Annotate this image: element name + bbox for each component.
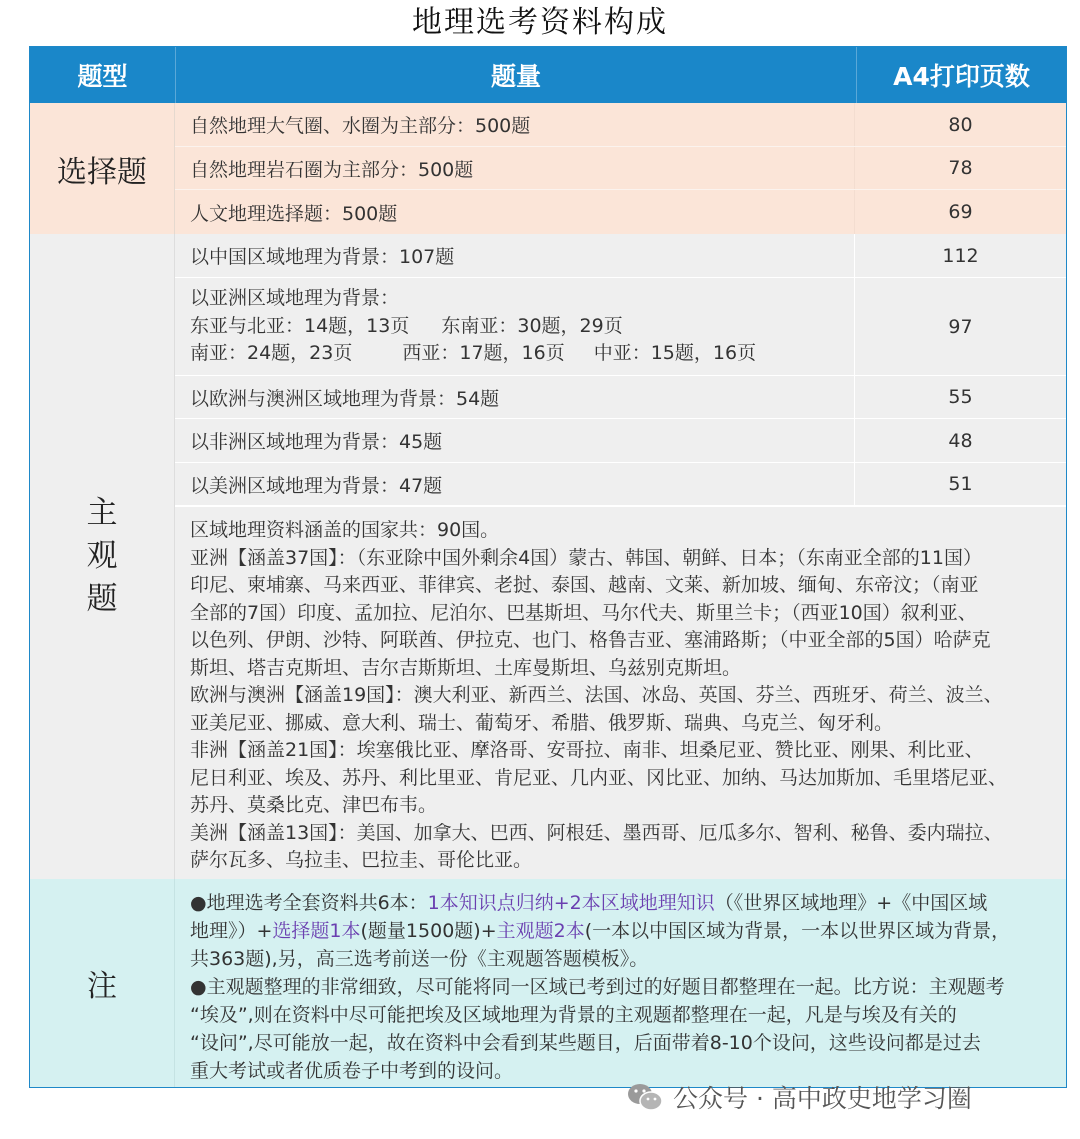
coverage-line: 亚美尼亚、挪威、意大利、瑞士、葡萄牙、希腊、俄罗斯、瑞典、乌克兰、匈牙利。 (190, 711, 894, 734)
note-label: 注 (30, 879, 175, 1087)
note-line (190, 973, 1010, 1001)
coverage-line: 苏丹、莫桑比克、津巴布韦。 (190, 794, 438, 816)
row-pages: 48 (948, 429, 973, 452)
coverage-line: 尼日利亚、埃及、苏丹、利比里亚、肯尼亚、几内亚、冈比亚、加纳、马达加斯加、毛里塔尼亚、 (190, 766, 1008, 789)
coverage-line: 美洲【涵盖13国】：美国、加拿大、巴西、阿根廷、墨西哥、厄瓜多尔、智利、秘鲁、委内瑞拉、 (190, 821, 1003, 844)
asia-heading: 以亚洲区域地理为背景： (190, 287, 400, 310)
note-segment: ●地理选考全套资料共6本： (190, 892, 428, 914)
row-pages: 112 (942, 244, 979, 267)
watermark (625, 1080, 972, 1114)
asia-central: 中亚：15题，16页 (593, 342, 757, 365)
note-segment: ●主观题整理的非常细致，尽可能将同一区域已考到过的好题目都整理在一起。比方说：主观题考 (190, 976, 1005, 998)
subjective-section (30, 234, 1066, 879)
row-quantity: 以欧洲与澳洲区域地理为背景：54题 (175, 376, 855, 418)
table-row (175, 190, 1066, 234)
row-pages: 51 (948, 473, 973, 495)
row-pages: 69 (948, 201, 973, 223)
note-line (190, 1029, 1010, 1057)
row-pages: 55 (948, 386, 973, 408)
asia-southeast: 东南亚：30题，29页 (441, 314, 623, 337)
choice-section (30, 103, 1066, 234)
coverage-line: 区域地理资料涵盖的国家共：90国。 (190, 519, 500, 541)
note-segment: （《世界区域地理》+《中国区域 (714, 892, 988, 914)
table-row (175, 376, 1066, 419)
table-row (175, 419, 1066, 463)
note-line (190, 945, 1010, 973)
row-quantity: 以非洲区域地理为背景：45题 (175, 419, 855, 462)
page-title: 地理选考资料构成 (412, 5, 668, 40)
row-pages: 97 (948, 315, 973, 338)
watermark-text: 公众号 · 高中政史地学习圈 (673, 1084, 972, 1113)
table-row (175, 103, 1066, 147)
materials-table (29, 46, 1067, 1088)
note-segment: (一本以中国区域为背景，一本以世界区域为背景， (584, 920, 1011, 942)
asia-east-north: 东亚与北亚：14题，13页 (190, 314, 410, 337)
table-row (175, 234, 1066, 278)
subjective-label-char: 主 (86, 495, 118, 531)
row-quantity: 自然地理大气圈、水圈为主部分：500题 (175, 103, 855, 146)
table-row (175, 278, 1066, 376)
row-quantity: 人文地理选择题：500题 (175, 190, 855, 234)
note-segment: (题量1500题)+ (360, 920, 497, 942)
note-text (175, 879, 1025, 1087)
header-pages: A4打印页数 (893, 62, 1030, 91)
note-highlight: 1本知识点归纳+2本区域地理知识 (427, 892, 715, 914)
coverage-line: 以色列、伊朗、沙特、阿联酋、伊拉克、也门、格鲁吉亚、塞浦路斯；（中亚全部的5国）哈萨克 (190, 629, 991, 651)
coverage-line: 全部的7国）印度、孟加拉、尼泊尔、巴基斯坦、马尔代夫、斯里兰卡；（西亚10国）叙利亚、 (190, 601, 977, 624)
note-highlight: 选择题1本 (272, 920, 361, 942)
wechat-icon (625, 1080, 665, 1114)
note-segment: 重大考试或者优质卷子中考到的设问。 (190, 1060, 514, 1082)
header-type: 题型 (30, 47, 176, 103)
row-pages: 78 (948, 157, 973, 179)
note-highlight: 主观题2本 (496, 920, 585, 942)
note-line (190, 917, 1010, 945)
asia-south: 南亚：24题，23页 (190, 342, 353, 365)
coverage-line: 斯坦、塔吉克斯坦、吉尔吉斯斯坦、土库曼斯坦、乌兹别克斯坦。 (190, 656, 742, 679)
coverage-line: 萨尔瓦多、乌拉圭、巴拉圭、哥伦比亚。 (190, 849, 533, 871)
coverage-line: 欧洲与澳洲【涵盖19国】：澳大利亚、新西兰、法国、冰岛、英国、芬兰、西班牙、荷兰、波兰、 (190, 684, 1003, 706)
row-pages: 80 (948, 113, 973, 136)
note-segment: “设问”,尽可能放一起，故在资料中会看到某些题目，后面带着8-10个设问，这些设问都是过去 (190, 1032, 981, 1054)
note-segment: 共363题),另，高三选考前送一份《主观题答题模板》。 (190, 948, 649, 970)
note-section (30, 879, 1066, 1087)
coverage-line: 印尼、柬埔寨、马来西亚、菲律宾、老挝、泰国、越南、文莱、新加坡、缅甸、东帝汶；（南亚 (190, 574, 979, 596)
note-segment: “埃及”,则在资料中尽可能把埃及区域地理为背景的主观题都整理在一起，凡是与埃及有关的 (190, 1004, 957, 1026)
note-line (190, 1001, 1010, 1029)
table-row (175, 463, 1066, 506)
header-quantity: 题量 (176, 47, 857, 103)
note-segment: 地理》）+ (190, 920, 273, 942)
note-line (190, 889, 1010, 917)
coverage-text (175, 506, 1066, 879)
coverage-line: 亚洲【涵盖37国】：（东亚除中国外剩余4国）蒙古、韩国、朝鲜、日本；（东南亚全部的11国） (190, 546, 982, 569)
row-quantity: 以中国区域地理为背景：107题 (175, 234, 855, 277)
choice-label: 选择题 (30, 103, 175, 234)
table-header (30, 47, 1066, 103)
row-quantity (175, 278, 855, 375)
subjective-label-char: 题 (86, 581, 118, 617)
asia-west: 西亚：17题，16页 (402, 342, 565, 365)
coverage-line: 非洲【涵盖21国】：埃塞俄比亚、摩洛哥、安哥拉、南非、坦桑尼亚、赞比亚、刚果、利比亚、 (190, 739, 984, 761)
table-row (175, 147, 1066, 190)
row-quantity: 自然地理岩石圈为主部分：500题 (175, 147, 855, 189)
row-quantity: 以美洲区域地理为背景：47题 (175, 463, 855, 505)
subjective-label-char: 观 (86, 538, 118, 574)
subjective-label (30, 234, 175, 879)
